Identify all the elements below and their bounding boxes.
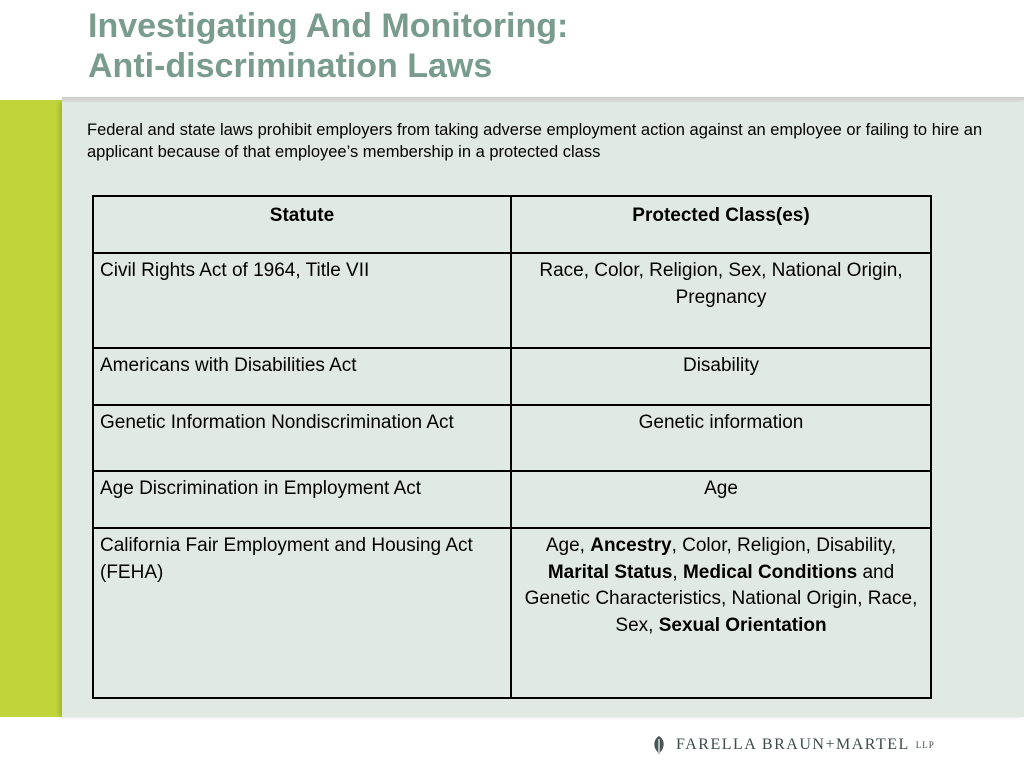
slide-title-line-1: Investigating And Monitoring: [88, 7, 569, 45]
table-row [93, 528, 931, 698]
slide-title [88, 6, 988, 86]
table-row [93, 405, 931, 471]
classes-cell: Age [511, 471, 931, 528]
classes-cell: Disability [511, 348, 931, 405]
logo-text: FARELLA BRAUN+MARTEL [676, 736, 910, 753]
classes-cell [511, 528, 931, 698]
statute-cell: Americans with Disabilities Act [93, 348, 511, 405]
accent-bar [0, 100, 62, 717]
anti-discrimination-table [92, 195, 932, 699]
slide-title-line-2: Anti-discrimination Laws [88, 47, 493, 85]
class-text: , Color, Religion, Disability, [671, 535, 897, 556]
statute-cell: Genetic Information Nondiscrimination Act [93, 405, 511, 471]
statute-cell: Age Discrimination in Employment Act [93, 471, 511, 528]
header-statute: Statute [93, 196, 511, 253]
logo-suffix: LLP [915, 740, 935, 750]
farella-leaf-icon [652, 735, 666, 755]
intro-text: Federal and state laws prohibit employers from taking adverse employment action against an employee or failing to hire an applicant because of that employee’s membership in a protected class [87, 121, 983, 161]
table-row [93, 348, 931, 405]
table-header-row [93, 196, 931, 253]
header-protected-classes: Protected Class(es) [511, 196, 931, 253]
classes-cell: Genetic information [511, 405, 931, 471]
class-text: , [672, 561, 683, 583]
class-text-bold: Medical Conditions [682, 561, 858, 583]
table-row [93, 253, 931, 348]
statute-cell: Civil Rights Act of 1964, Title VII [93, 253, 511, 348]
class-text-bold: Sexual Orientation [658, 614, 827, 636]
classes-cell: Race, Color, Religion, Sex, National Origin, Pregnancy [511, 253, 931, 348]
statute-cell: California Fair Employment and Housing Act (FEHA) [93, 528, 511, 698]
class-text: and Genetic Characteristics, National Origin, Race, Sex, [524, 561, 918, 636]
firm-logo [652, 735, 935, 755]
table-row [93, 471, 931, 528]
class-text: Age, [545, 535, 591, 556]
class-text-bold: Ancestry [590, 535, 672, 556]
class-text-bold: Marital Status [547, 561, 673, 583]
